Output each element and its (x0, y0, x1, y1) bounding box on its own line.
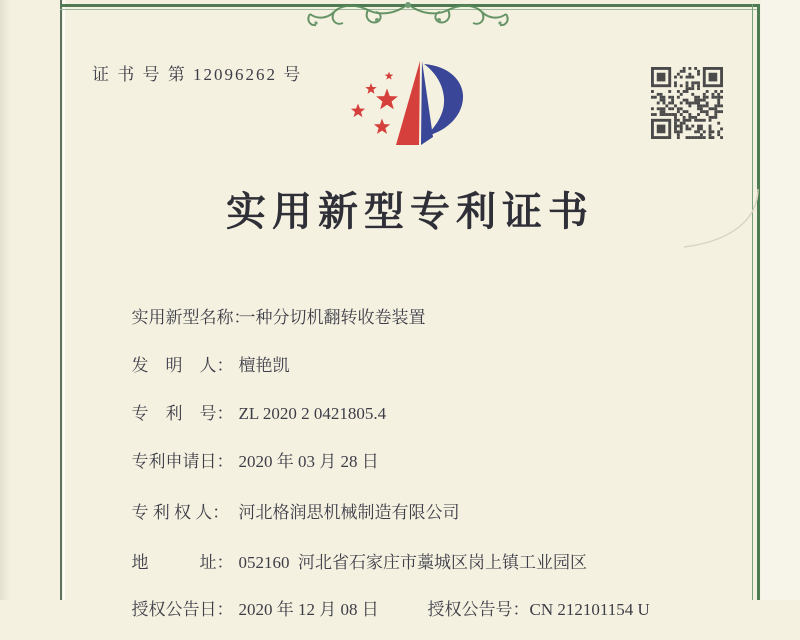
field-value: CN 212101154 U (529, 600, 650, 619)
field-value: 052160 河北省石家庄市藁城区岗上镇工业园区 (238, 553, 587, 572)
field-value: 檀艳凯 (238, 356, 290, 375)
field-label: 实用新型名称： (131, 308, 251, 327)
field-application-date (106, 427, 379, 471)
field-value: 河北格润思机械制造有限公司 (238, 503, 460, 522)
field-utility-model-name (106, 283, 426, 327)
field-grant-number (402, 575, 650, 619)
field-label: 授权公告日： (131, 600, 234, 619)
field-label: 授权公告号： (427, 600, 530, 619)
field-patentee (106, 478, 460, 522)
certificate-number: 证 书 号 第 12096262 号 (92, 65, 303, 84)
field-label: 专 利 权 人： (131, 503, 230, 522)
qr-code (651, 67, 723, 139)
page-fold-highlight (63, 0, 65, 600)
field-value: 2020 年 12 月 08 日 (238, 600, 379, 619)
field-value: 2020 年 03 月 28 日 (238, 452, 379, 471)
field-label: 地 址： (131, 553, 234, 572)
field-value: ZL 2020 2 0421805.4 (238, 404, 387, 423)
cnipa-patent-logo-icon (342, 56, 472, 153)
field-inventor (106, 331, 290, 375)
field-address (106, 528, 587, 572)
certificate-fields (106, 283, 766, 619)
field-label: 发 明 人： (131, 356, 234, 375)
page-fold-line (60, 0, 62, 600)
green-flourish-ornament-icon (280, 0, 536, 30)
field-label: 专 利 号： (131, 404, 234, 423)
scan-edge-shade (0, 0, 10, 600)
field-label: 专利申请日： (131, 452, 234, 471)
page-right-margin (761, 0, 800, 600)
field-grant-date (106, 575, 379, 619)
certificate-title: 实用新型专利证书 (226, 189, 594, 234)
field-patent-number (106, 379, 387, 423)
field-value: 一种分切机翻转收卷装置 (238, 308, 426, 327)
